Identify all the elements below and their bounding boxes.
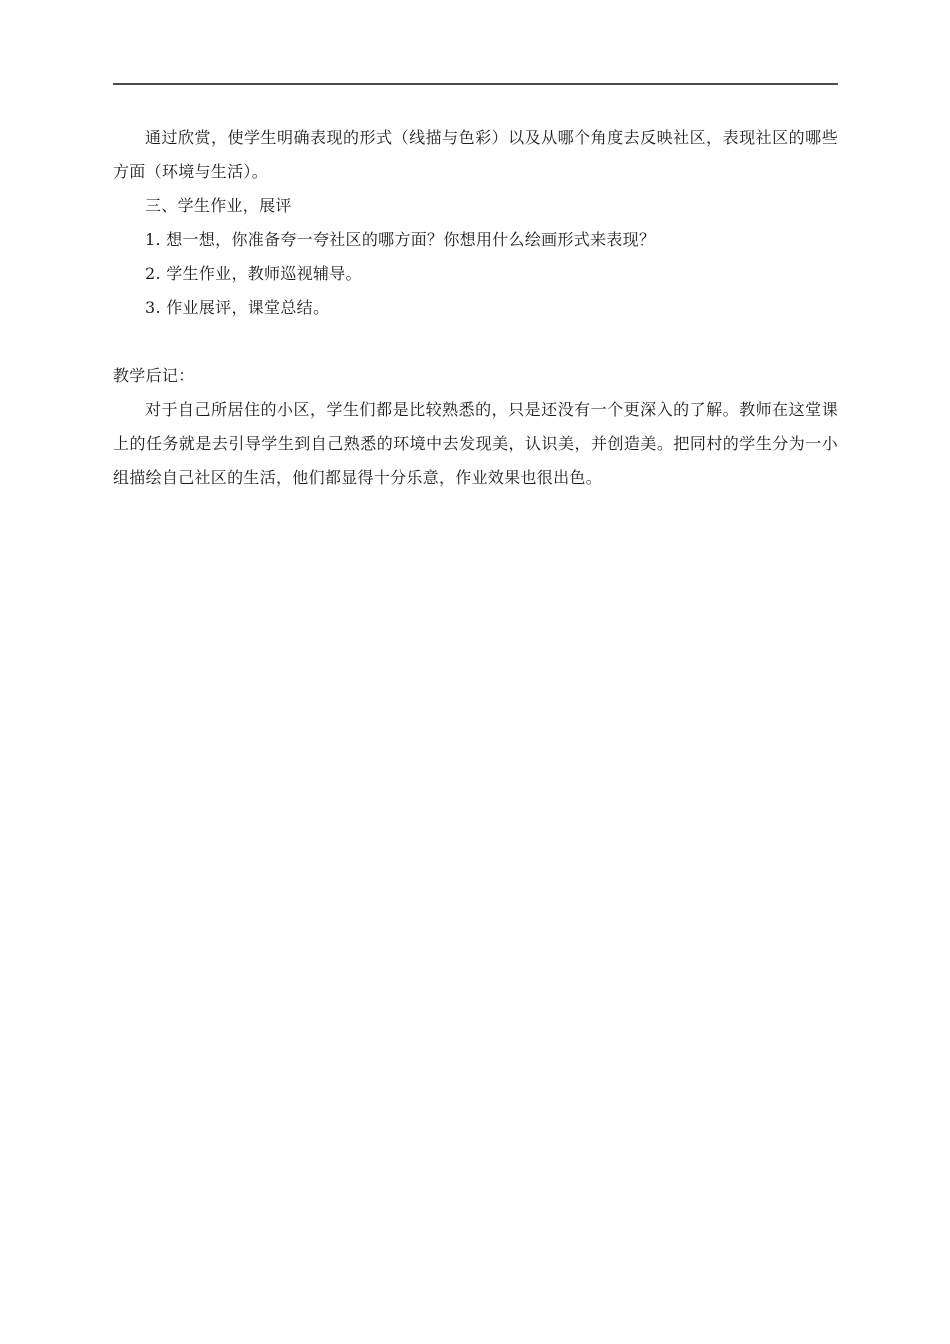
header-divider-rule (113, 83, 838, 85)
afternote-label: 教学后记： (113, 366, 195, 385)
text-line: 上的任务就是去引导学生到自己熟悉的环境中去发现美，认识美，并创造美。把同村的学生分为一小 (113, 434, 838, 453)
intro-paragraph (113, 121, 838, 189)
blank-line (113, 325, 838, 359)
text-line: 通过欣赏，使学生明确表现的形式（线描与色彩）以及从哪个角度去反映社区，表现社区的哪些 (145, 128, 838, 147)
section-heading: 三、学生作业，展评 (145, 196, 292, 215)
list-item-1: 1. 想一想，你准备夸一夸社区的哪方面？你想用什么绘画形式来表现？ (145, 230, 656, 249)
list-item-2: 2. 学生作业，教师巡视辅导。 (145, 264, 362, 283)
document-body (113, 121, 838, 495)
afternote-paragraph (113, 393, 838, 495)
text-line: 对于自己所居住的小区，学生们都是比较熟悉的，只是还没有一个更深入的了解。教师在这堂课 (145, 400, 838, 419)
list-item-3: 3. 作业展评，课堂总结。 (145, 298, 330, 317)
text-line: 方面（环境与生活）。 (113, 162, 269, 181)
text-line: 组描绘自己社区的生活，他们都显得十分乐意，作业效果也很出色。 (113, 468, 603, 487)
